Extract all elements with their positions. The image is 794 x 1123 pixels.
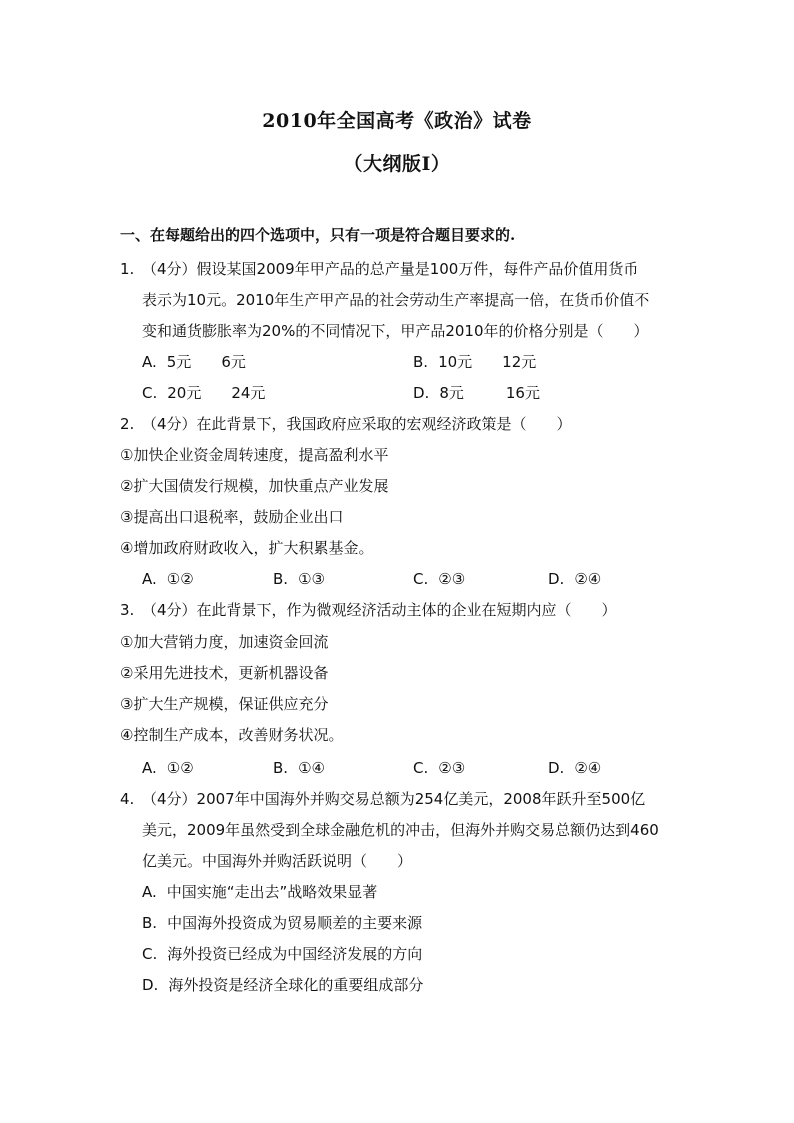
option-value: 海外投资已经成为中国经济发展的方向 [167, 945, 423, 963]
option-key: C. [142, 945, 158, 963]
question-3-option-a[interactable] [142, 758, 194, 778]
question-2-option-c[interactable] [413, 569, 465, 589]
question-3-item-4: ④控制生产成本，改善财务状况。 [120, 726, 344, 744]
exam-title: 2010年全国高考《政治》试卷 [262, 110, 532, 132]
question-4-line-1 [120, 789, 645, 809]
option-key: D. [548, 759, 565, 777]
question-3-option-b[interactable] [273, 758, 325, 778]
question-2-item-1: ①加快企业资金周转速度，提高盈利水平 [120, 446, 389, 464]
question-number: 3. [120, 601, 135, 619]
question-2-item-2: ②扩大国债发行规模，加快重点产业发展 [120, 477, 389, 495]
question-1-option-a[interactable] [142, 352, 246, 372]
option-key: D. [548, 570, 565, 588]
option-key: A. [142, 883, 157, 901]
option-value: 中国实施“走出去”战略效果显著 [166, 883, 378, 901]
question-4-option-a[interactable] [142, 882, 377, 902]
option-key: B. [273, 570, 289, 588]
option-key: B. [413, 353, 429, 371]
option-value-2: 12元 [502, 353, 537, 371]
option-value: ①④ [298, 759, 325, 777]
option-value-2: 24元 [231, 384, 266, 402]
question-3-item-3: ③扩大生产规模，保证供应充分 [120, 695, 329, 713]
option-key: A. [142, 353, 157, 371]
question-number: 1. [120, 260, 135, 278]
question-2-item-4: ④增加政府财政收入，扩大积累基金。 [120, 539, 374, 557]
question-3-item-2: ②采用先进技术，更新机器设备 [120, 664, 329, 682]
option-value: ①② [166, 570, 194, 588]
question-3-item-1: ①加大营销力度，加速资金回流 [120, 633, 329, 651]
question-text: （4分）在此背景下，作为微观经济活动主体的企业在短期内应（ ） [142, 601, 617, 619]
option-value: 10元 [438, 353, 473, 371]
option-key: C. [142, 384, 158, 402]
question-4-line-2: 美元，2009年虽然受到全球金融危机的冲击，但海外并购交易总额仍达到460 [142, 821, 659, 839]
question-2-option-d[interactable] [548, 569, 601, 589]
option-value-2: 16元 [505, 384, 540, 402]
option-value: 中国海外投资成为贸易顺差的主要来源 [167, 914, 423, 932]
question-2-line-1 [120, 414, 572, 434]
question-3-option-d[interactable] [548, 758, 601, 778]
option-value: 5元 [166, 353, 192, 371]
question-text: （4分）2007年中国海外并购交易总额为254亿美元，2008年跃升至500亿 [142, 790, 646, 808]
question-text: （4分）在此背景下，我国政府应采取的宏观经济政策是（ ） [142, 415, 572, 433]
option-value: ②③ [438, 759, 466, 777]
question-3-option-c[interactable] [413, 758, 465, 778]
option-value: ①② [166, 759, 194, 777]
option-key: B. [142, 914, 158, 932]
question-2-item-3: ③提高出口退税率，鼓励企业出口 [120, 508, 344, 526]
question-1-line-1 [120, 259, 638, 279]
option-value: 20元 [167, 384, 202, 402]
option-value-2: 6元 [221, 353, 246, 371]
option-key: A. [142, 759, 157, 777]
option-value: 8元 [439, 384, 464, 402]
question-4-line-3: 亿美元。中国海外并购活跃说明（ ） [142, 852, 413, 870]
question-4-option-d[interactable] [142, 975, 423, 995]
option-value: ②③ [438, 570, 466, 588]
question-2-option-b[interactable] [273, 569, 325, 589]
question-2-option-a[interactable] [142, 569, 194, 589]
question-3-line-1 [120, 600, 617, 620]
option-key: C. [413, 759, 429, 777]
option-key: D. [413, 384, 430, 402]
question-1-option-b[interactable] [413, 352, 536, 372]
question-1-line-3: 变和通货膨胀率为20%的不同情况下，甲产品2010年的价格分别是（ ） [142, 322, 649, 340]
section-heading: 一、在每题给出的四个选项中，只有一项是符合题目要求的. [120, 226, 516, 244]
question-1-line-2: 表示为10元。2010年生产甲产品的社会劳动生产率提高一倍，在货币价值不 [142, 291, 650, 309]
option-value: ①③ [298, 570, 325, 588]
question-4-option-b[interactable] [142, 913, 422, 933]
option-key: B. [273, 759, 289, 777]
question-4-option-c[interactable] [142, 944, 422, 964]
exam-subtitle: （大纲版Ⅰ） [343, 153, 451, 175]
question-1-option-c[interactable] [142, 383, 265, 403]
option-key: D. [142, 976, 159, 994]
option-key: C. [413, 570, 429, 588]
question-number: 2. [120, 415, 135, 433]
question-1-option-d[interactable] [413, 383, 540, 403]
question-number: 4. [120, 790, 135, 808]
question-text: （4分）假设某国2009年甲产品的总产量是100万件，每件产品价值用货币 [142, 260, 639, 278]
option-value: ②④ [574, 759, 602, 777]
option-value: 海外投资是经济全球化的重要组成部分 [168, 976, 424, 994]
option-key: A. [142, 570, 157, 588]
option-value: ②④ [574, 570, 602, 588]
